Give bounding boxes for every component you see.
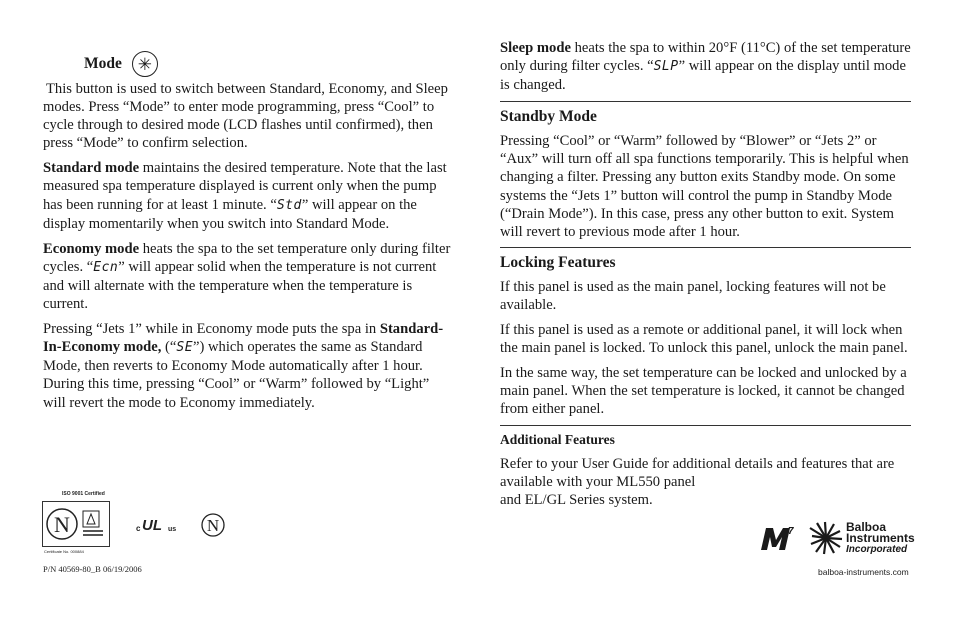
iso-certification-block xyxy=(42,491,110,554)
svg-text:UL: UL xyxy=(142,517,162,534)
locking-paragraph-2: If this panel is used as a remote or additional panel, it will lock when the main panel is locked. To unlock this panel, unlock the main panel. xyxy=(500,322,908,357)
brand-line-2: Instruments xyxy=(846,530,915,545)
right-column xyxy=(500,39,911,509)
svg-text:us: us xyxy=(168,526,177,533)
standard-mode-paragraph xyxy=(43,159,455,232)
ul-logo-icon xyxy=(136,514,180,536)
standard-mode-text-b: ” will appear on the display momentarily when you switch into Standard Mode. xyxy=(43,196,417,232)
svg-text:N: N xyxy=(54,512,70,537)
standard-mode-text-a: maintains the desired temperature. Note that the last measured spa temperature displayed is current only when the pump has been running for at least 1 minute. “ xyxy=(43,160,447,213)
mode-heading-row xyxy=(84,51,158,77)
sleep-mode-text-b: ” will appear on the display until mode is changed. xyxy=(500,58,906,94)
economy-mode-text-b: ” will appear solid when the temperature is not current and will alternate with the temperature when the temperature is current. xyxy=(43,258,437,313)
jets-text-b: (“ xyxy=(161,339,177,356)
svg-text:7: 7 xyxy=(788,526,794,537)
part-number: P/N 40569-80_B 06/19/2006 xyxy=(43,564,142,574)
brand-line-1: Balboa xyxy=(846,519,887,534)
economy-mode-term: Economy mode xyxy=(43,240,140,257)
balboa-wordmark xyxy=(846,519,915,555)
locking-paragraph-3: In the same way, the set temperature can be locked and unlocked by a main panel. When the set temperature is locked, it cannot be changed from either panel. xyxy=(500,365,907,418)
standby-text: Pressing “Cool” or “Warm” followed by “Blower” or “Jets 2” or “Aux” will turn off all spa functions temporarily. This is helpful when changing a filter. Pressing any button exits Standby mode. On some systems the “Jets 1” button will control the pump in Standby Mode (“Drain Mode”). In this case, press any other button to exit. System will revert to previous mode after 1 hour. xyxy=(500,133,909,240)
mode-intro: This button is used to switch between Standard, Economy, and Sleep modes. Press “Mode” to enter mode programming, press “Cool” to cycle through to desired mode (LCD flashes until confirmed), then press “Mode” to confirm selection. xyxy=(43,81,448,152)
lcd-std: Std xyxy=(276,197,302,213)
iso-label: ISO 9001 Certified xyxy=(62,491,105,497)
sleep-mode-term: Sleep mode xyxy=(500,40,571,56)
asterisk-icon: ✳ xyxy=(132,51,158,77)
svg-text:N: N xyxy=(206,516,220,535)
jets-paragraph xyxy=(43,320,455,411)
standard-mode-term: Standard mode xyxy=(43,160,140,177)
brand-line-3: Incorporated xyxy=(846,543,908,555)
lcd-slp: SLP xyxy=(653,59,679,75)
sleep-mode-text-a: heats the spa to within 20°F (11°C) of the set temperature only during filter cycles. “ xyxy=(500,40,911,75)
jets-text-c: ”) which operates the same as Standard Mode, then reverts to Economy Mode automatically after 1 hour. During this time, pressing “Cool” or “Warm” followed by “Light” will revert the mode to Economy immediately. xyxy=(43,339,430,411)
economy-mode-text-a: heats the spa to the set temperature only during filter cycles. “ xyxy=(43,240,451,275)
additional-text-1: Refer to your User Guide for additional details and features that are available with your ML550 panel xyxy=(500,455,895,490)
economy-mode-paragraph xyxy=(43,240,455,313)
divider xyxy=(500,247,911,248)
additional-heading: Additional Features xyxy=(500,431,615,447)
additional-text-2: and EL/GL Series system. xyxy=(500,491,653,508)
jets-text-a: Pressing “Jets 1” while in Economy mode puts the spa in xyxy=(43,321,380,338)
certificate-number: Certificate No. 000884 xyxy=(44,549,84,554)
sleep-mode-paragraph xyxy=(500,39,911,94)
locking-paragraph-1: If this panel is used as the main panel, locking features will not be available. xyxy=(500,278,886,313)
left-column xyxy=(43,80,455,412)
iso-n-logo-icon xyxy=(43,502,109,546)
lcd-se: SE xyxy=(176,340,194,356)
svg-text:c: c xyxy=(136,524,141,533)
m7-logo-icon xyxy=(757,522,797,554)
balboa-logo xyxy=(808,520,915,556)
sunburst-logo-icon xyxy=(808,520,844,556)
standard-in-economy-term: Standard-In-Economy mode, xyxy=(43,321,444,356)
n-mark-logo-icon xyxy=(200,512,228,540)
mode-heading: Mode xyxy=(84,55,122,72)
divider xyxy=(500,425,911,426)
lcd-ecn: Ecn xyxy=(93,259,119,275)
locking-heading: Locking Features xyxy=(500,253,616,271)
iso-logo-box xyxy=(42,501,110,547)
website: balboa-instruments.com xyxy=(818,567,909,577)
standby-heading: Standby Mode xyxy=(500,108,597,126)
divider xyxy=(500,101,911,102)
